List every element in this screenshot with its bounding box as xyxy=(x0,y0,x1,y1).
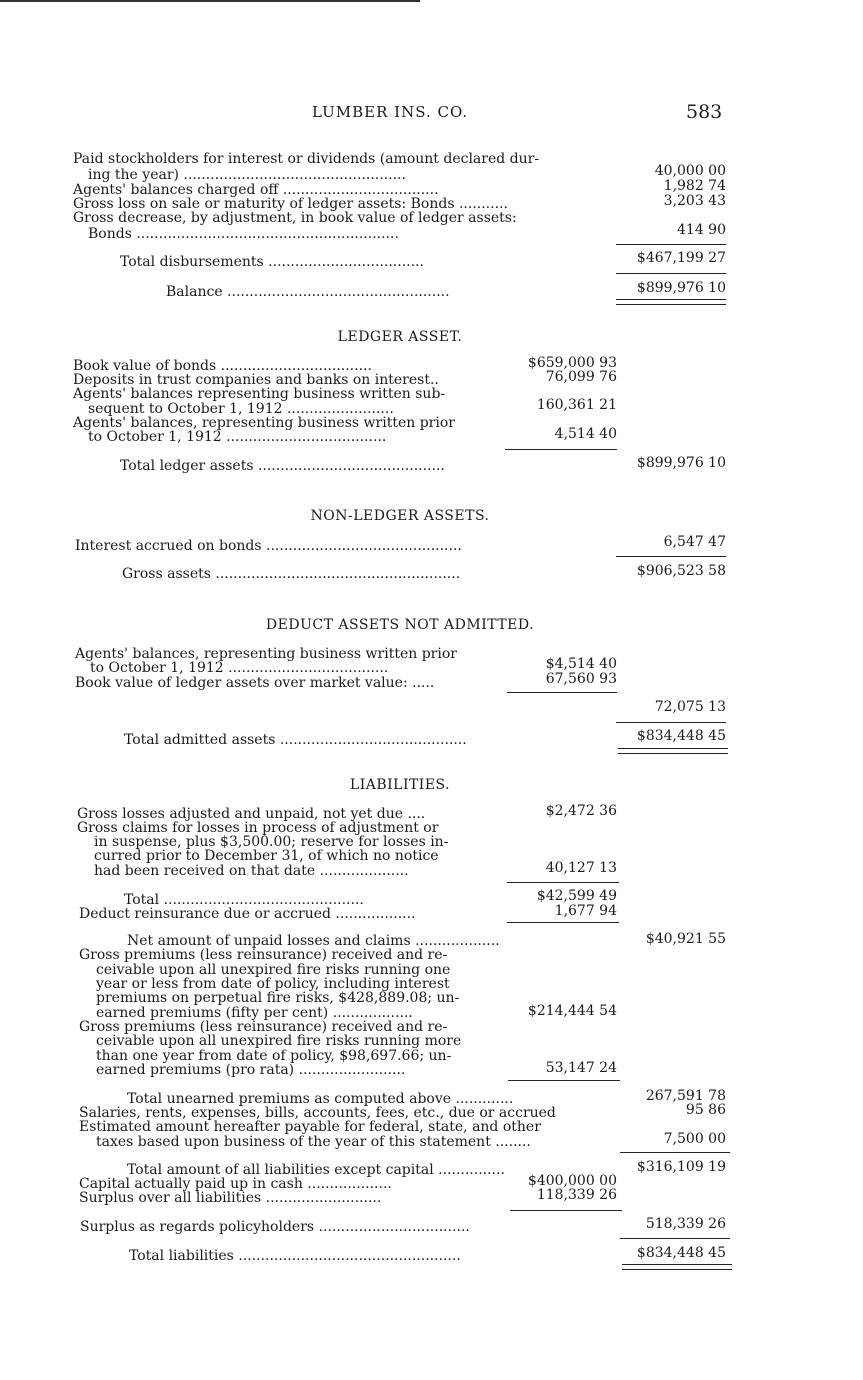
salaries-label: Salaries, rents, expenses, bills, accounts, fees, etc., due or accrued xyxy=(79,1105,556,1121)
balance-label: Balance .................................................. xyxy=(166,284,450,300)
all-liabilities-value: $316,109 19 xyxy=(636,1159,726,1175)
disb-total-label: Total disbursements ................................... xyxy=(120,254,424,270)
disb-value-1: 40,000 00 xyxy=(654,163,726,179)
top-border-line xyxy=(0,0,420,2)
liab-line-4: curred prior to December 31, of which no notice xyxy=(94,848,439,864)
policyholders-label: Surplus as regards policyholders .................................. xyxy=(80,1219,470,1235)
salaries-value: 95 86 xyxy=(685,1102,726,1118)
unearned-total-label: Total unearned premiums as computed above ............. xyxy=(127,1091,514,1107)
nonledger-title: NON-LEDGER ASSETS. xyxy=(310,508,490,524)
ledger-line-5: Agents' balances, representing business written prior xyxy=(73,415,455,431)
ledger-title: LEDGER ASSET. xyxy=(337,329,463,345)
nonledger-line-1: Interest accrued on bonds ............................................ xyxy=(75,538,462,554)
premiums2-line-3: than one year from date of policy, $98,697.66; un- xyxy=(96,1048,452,1064)
deduct-value-1: $4,514 40 xyxy=(545,656,617,672)
premiums2-line-2: ceivable upon all unexpired fire risks running more xyxy=(96,1033,462,1049)
deduct-line-3: Book value of ledger assets over market value: ..... xyxy=(75,675,435,691)
premiums-line-2: ceivable upon all unexpired fire risks running one xyxy=(96,962,451,978)
policyholders-value: 518,339 26 xyxy=(645,1216,726,1232)
ledger-line-3: Agents' balances representing business written sub- xyxy=(73,386,446,402)
surplus-label: Surplus over all liabilities .......................... xyxy=(79,1190,382,1206)
rule xyxy=(616,273,726,274)
reinsurance-label: Deduct reinsurance due or accrued .................. xyxy=(79,906,416,922)
ledger-line-2: Deposits in trust companies and banks on interest.. xyxy=(73,372,439,388)
double-rule xyxy=(622,1264,732,1270)
double-rule xyxy=(616,299,726,305)
liab-line-5: had been received on that date .................... xyxy=(94,863,409,879)
liab-total-label: Total ............................................. xyxy=(124,892,364,908)
capital-label: Capital actually paid up in cash ................... xyxy=(79,1176,392,1192)
premiums-line-3: year or less from date of policy, including interest xyxy=(96,976,450,992)
liab-line-1: Gross losses adjusted and unpaid, not yet due .... xyxy=(77,806,426,822)
rule xyxy=(508,1080,620,1081)
capital-value: $400,000 00 xyxy=(527,1173,617,1189)
ledger-line-4: sequent to October 1, 1912 ........................ xyxy=(88,401,394,417)
disb-line-6: Bonds ........................................................... xyxy=(88,226,399,242)
ledger-total-label: Total ledger assets .......................................... xyxy=(120,458,445,474)
deduct-line-2: to October 1, 1912 .................................... xyxy=(90,660,389,676)
rule xyxy=(616,722,726,723)
admitted-total-label: Total admitted assets .......................................... xyxy=(124,732,467,748)
ledger-line-1: Book value of bonds .................................. xyxy=(73,358,372,374)
premiums2-line-1: Gross premiums (less reinsurance) received and re- xyxy=(79,1019,448,1035)
disb-value-3: 3,203 43 xyxy=(663,193,726,209)
premiums-line-5: earned premiums (fifty per cent) .................. xyxy=(96,1005,413,1021)
ledger-total-value: $899,976 10 xyxy=(636,455,726,471)
gross-assets-value: $906,523 58 xyxy=(636,563,726,579)
admitted-total-value: $834,448 45 xyxy=(636,728,726,744)
disb-line-3: Agents' balances charged off ................................... xyxy=(73,182,439,198)
liab-value-2: 40,127 13 xyxy=(545,860,617,876)
ledger-value-3: 160,361 21 xyxy=(536,397,617,413)
liab-value-1: $2,472 36 xyxy=(545,803,617,819)
double-rule xyxy=(618,748,728,754)
disb-total-value: $467,199 27 xyxy=(636,250,726,266)
rule xyxy=(510,1210,622,1211)
deduct-sum: 72,075 13 xyxy=(654,699,726,715)
reinsurance-value: 1,677 94 xyxy=(554,903,617,919)
estimated-line-1: Estimated amount hereafter payable for federal, state, and other xyxy=(79,1119,541,1135)
surplus-value: 118,339 26 xyxy=(536,1187,617,1203)
premiums2-value-1: 53,147 24 xyxy=(545,1060,617,1076)
running-head: LUMBER INS. CO. xyxy=(312,103,469,121)
gross-assets-label: Gross assets ....................................................... xyxy=(122,566,461,582)
page-header xyxy=(0,101,863,123)
premiums2-line-4: earned premiums (pro rata) ........................ xyxy=(96,1062,406,1078)
nonledger-value-1: 6,547 47 xyxy=(663,534,726,550)
total-liabilities-value: $834,448 45 xyxy=(636,1245,726,1261)
disb-line-2: ing the year) .................................................. xyxy=(88,167,406,183)
premiums-line-1: Gross premiums (less reinsurance) received and re- xyxy=(79,947,448,963)
ledger-line-6: to October 1, 1912 .................................... xyxy=(88,429,387,445)
premiums-value-1: $214,444 54 xyxy=(527,1003,617,1019)
liab-line-2: Gross claims for losses in process of adjustment or xyxy=(77,820,439,836)
disb-line-4: Gross loss on sale or maturity of ledger assets: Bonds ........... xyxy=(73,196,508,212)
balance-value: $899,976 10 xyxy=(636,280,726,296)
rule xyxy=(507,882,619,883)
net-unpaid-value: $40,921 55 xyxy=(645,931,726,947)
disb-value-4: 414 90 xyxy=(677,222,726,238)
ledger-value-1: $659,000 93 xyxy=(527,355,617,371)
estimated-line-2: taxes based upon business of the year of this statement ........ xyxy=(96,1134,531,1150)
premiums-line-4: premiums on perpetual fire risks, $428,889.08; un- xyxy=(96,990,460,1006)
rule xyxy=(620,1152,730,1153)
net-unpaid-label: Net amount of unpaid losses and claims ................... xyxy=(127,933,500,949)
ledger-value-4: 4,514 40 xyxy=(554,426,617,442)
page-number: 583 xyxy=(686,101,723,123)
deduct-line-1: Agents' balances, representing business written prior xyxy=(75,646,457,662)
unearned-total-value: 267,591 78 xyxy=(645,1088,726,1104)
disb-line-5: Gross decrease, by adjustment, in book value of ledger assets: xyxy=(73,210,517,226)
liab-line-3: in suspense, plus $3,500.00; reserve for losses in- xyxy=(94,834,449,850)
liabilities-title: LIABILITIES. xyxy=(349,777,451,793)
deduct-title: DEDUCT ASSETS NOT ADMITTED. xyxy=(265,617,535,633)
rule xyxy=(505,449,617,450)
estimated-value: 7,500 00 xyxy=(663,1131,726,1147)
disb-line-1: Paid stockholders for interest or dividends (amount declared dur- xyxy=(73,151,540,167)
all-liabilities-label: Total amount of all liabilities except capital ............... xyxy=(127,1162,505,1178)
liab-total-value: $42,599 49 xyxy=(536,888,617,904)
disb-value-2: 1,982 74 xyxy=(663,178,726,194)
rule xyxy=(507,692,617,693)
total-liabilities-label: Total liabilities .................................................. xyxy=(129,1248,461,1264)
rule xyxy=(616,556,726,557)
deduct-value-2: 67,560 93 xyxy=(545,671,617,687)
rule xyxy=(620,1238,730,1239)
ledger-value-2: 76,099 76 xyxy=(545,369,617,385)
rule xyxy=(507,922,619,923)
rule xyxy=(616,244,726,245)
